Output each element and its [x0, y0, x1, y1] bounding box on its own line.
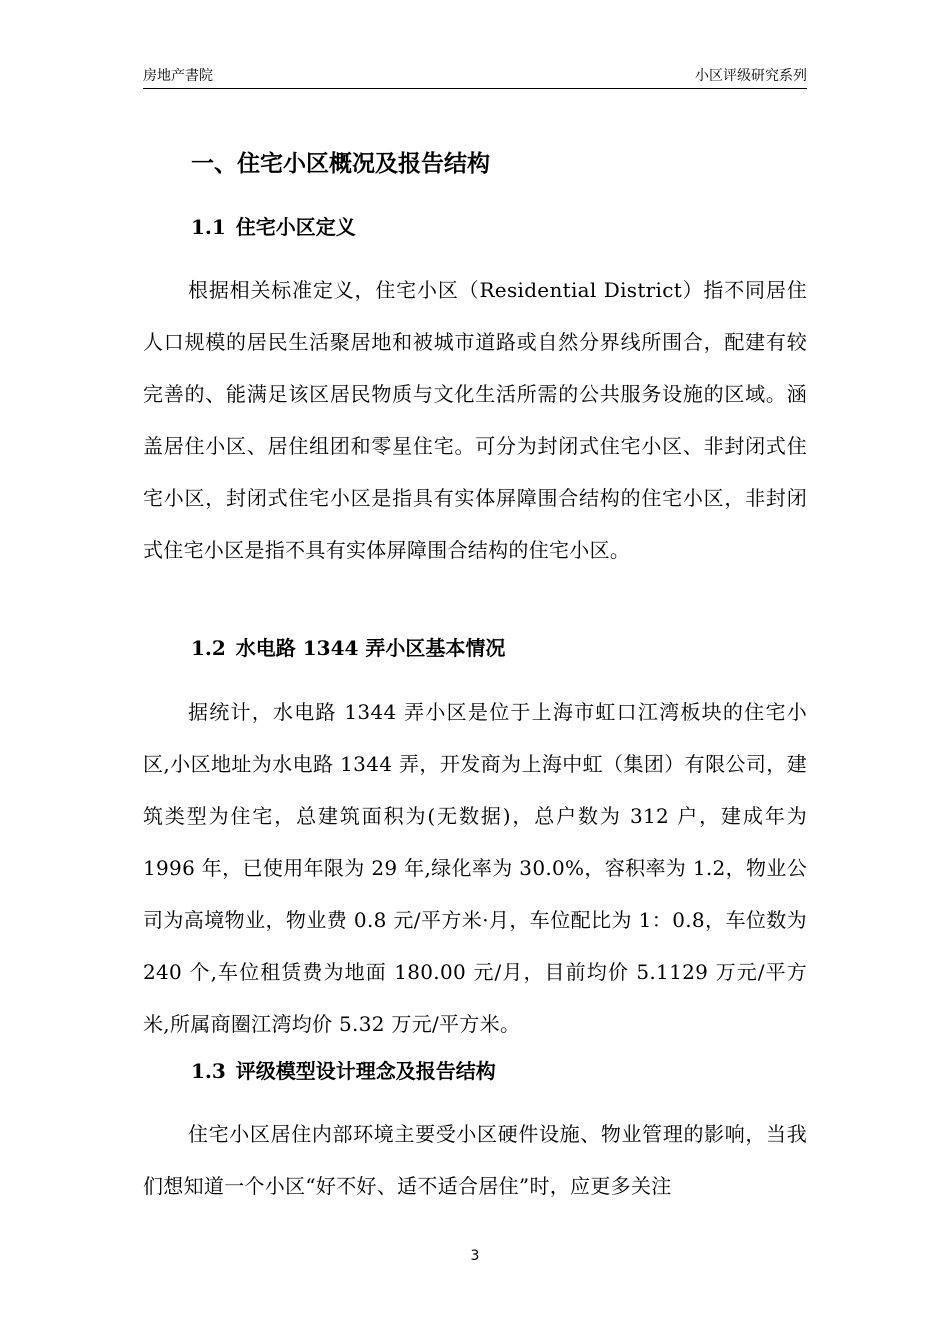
- section-paragraph-1-2: 据统计，水电路 1344 弄小区是位于上海市虹口江湾板块的住宅小区,小区地址为水电路 1344 弄，开发商为上海中虹（集团）有限公司，建筑类型为住宅，总建筑面积为(无数据)，总户数为 312 户，建成年为 1996 年，已使用年限为 29 年,绿化率为 30.0%，容积率为 1.2，物业公司为高境物业，物业费 0.8 元/平方米·月，车位配比为 1：0.8，车位数为 240 个,车位租赁费为地面 180.00 元/月，目前均价 5.1129 万元/平方米,所属商圈江湾均价 5.32 万元/平方米。: [143, 700, 807, 1036]
- section-heading-1-3: [191, 1055, 496, 1087]
- section-number: 1.2: [191, 636, 226, 660]
- chapter-heading: 一、住宅小区概况及报告结构: [191, 150, 490, 177]
- page-number: 3: [470, 1248, 480, 1264]
- section-heading-1-2: [191, 632, 505, 664]
- header-publisher: 房地产書院: [143, 68, 213, 84]
- section-number: 1.1: [191, 215, 226, 239]
- section-number: 1.3: [191, 1059, 226, 1083]
- header-divider: [143, 88, 807, 89]
- section-title: 评级模型设计理念及报告结构: [235, 1059, 496, 1083]
- header-series-title: 小区评级研究系列: [695, 68, 807, 84]
- section-title: 水电路 1344 弄小区基本情况: [235, 636, 506, 660]
- section-paragraph-1-1: 根据相关标准定义，住宅小区（Residential District）指不同居住人口规模的居民生活聚居地和被城市道路或自然分界线所围合，配建有较完善的、能满足该区居民物质与文化生活所需的公共服务设施的区域。涵盖居住小区、居住组团和零星住宅。可分为封闭式住宅小区、非封闭式住宅小区，封闭式住宅小区是指具有实体屏障围合结构的住宅小区，非封闭式住宅小区是指不具有实体屏障围合结构的住宅小区。: [143, 278, 807, 562]
- section-title: 住宅小区定义: [235, 215, 356, 239]
- page-header: [143, 66, 807, 86]
- section-paragraph-1-3: 住宅小区居住内部环境主要受小区硬件设施、物业管理的影响，当我们想知道一个小区“好不好、适不适合居住”时，应更多关注: [143, 1122, 807, 1198]
- section-heading-1-1: [191, 211, 356, 243]
